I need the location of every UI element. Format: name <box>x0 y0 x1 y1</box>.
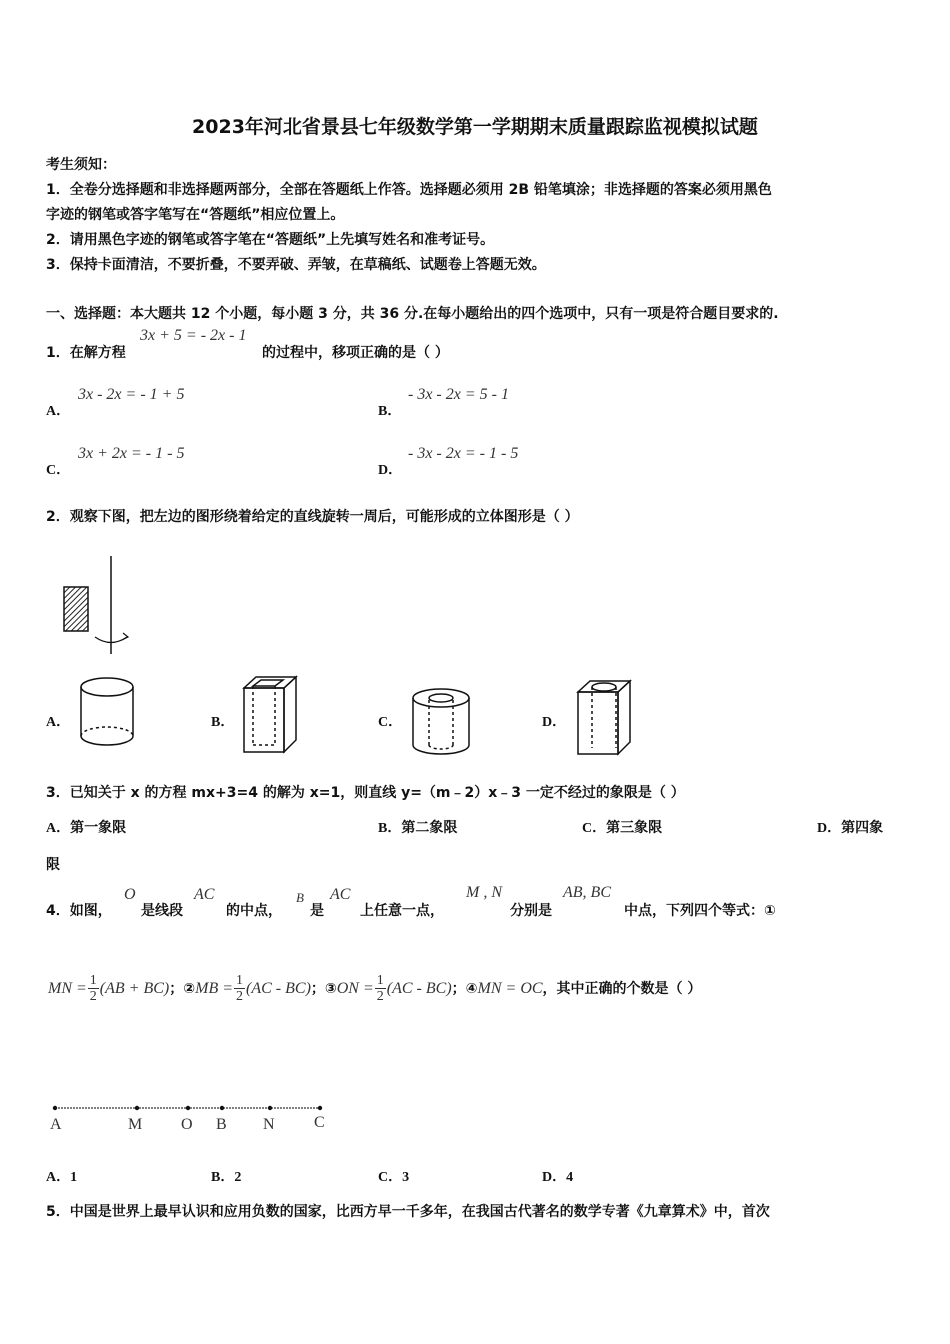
notice-item-2: 2．请用黑色字迹的钢笔或答字笔在“答题纸”上先填写姓名和准考证号。 <box>46 232 495 248</box>
q4-eq1-right: (AB + BC) <box>99 980 170 997</box>
q4-point-o: O <box>124 886 136 903</box>
notice-item-3: 3．保持卡面清洁，不要折叠，不要弄破、弄皱，在草稿纸、试题卷上答题无效。 <box>46 257 546 273</box>
q4-option-d: D．4 <box>542 1170 574 1185</box>
q2-text: 2．观察下图，把左边的图形绕着给定的直线旋转一周后，可能形成的立体图形是（ ） <box>46 509 579 525</box>
q2-source-figure <box>64 556 128 654</box>
q4-label-m: M <box>128 1116 143 1133</box>
q1-option-a-label: A． <box>46 404 71 419</box>
q3-option-c: C．第三象限 <box>582 821 663 836</box>
q3-text: 3．已知关于 x 的方程 mx+3=4 的解为 x=1，则直线 y=（m﹣2）x﹣3 一定不经过的象限是（ ） <box>46 785 685 801</box>
q4-text-6: 分别是 <box>510 903 552 919</box>
q3-option-d-cont: 限 <box>46 858 60 873</box>
q4-sep-3: ；③ <box>310 981 337 997</box>
q4-option-c: C．3 <box>378 1170 410 1185</box>
q4-eq2-right: (AC - BC) <box>246 980 311 997</box>
notice-item-1: 1．全卷分选择题和非选择题两部分，全部在答题纸上作答。选择题必须用 2B 铅笔填涂；非选择题的答案必须用黑色 <box>46 182 772 198</box>
q4-label-o: O <box>181 1116 193 1133</box>
q4-eq1-fraction <box>88 973 99 1004</box>
fraction-numerator: 1 <box>376 973 384 988</box>
notice-heading: 考生须知： <box>46 157 116 173</box>
fraction-denominator: 2 <box>236 989 244 1004</box>
q4-eq3-right: (AC - BC) <box>386 980 452 997</box>
q1-option-d-label: D． <box>378 463 403 478</box>
q4-eq2-left: MB = <box>195 980 234 997</box>
q4-eq3-fraction <box>375 973 386 1004</box>
q2-option-c-label: C． <box>378 715 403 730</box>
q2-option-b-label: B． <box>211 715 235 730</box>
q3-option-b: B．第二象限 <box>378 821 458 836</box>
q4-label-c: C <box>314 1114 325 1131</box>
q4-equations <box>48 973 701 1004</box>
fraction-numerator: 1 <box>89 973 97 988</box>
q4-point-b: B <box>296 890 304 905</box>
q4-label-n: N <box>263 1116 275 1133</box>
q2-option-d-label: D． <box>542 715 567 730</box>
q4-eq3-left: ON = <box>336 980 374 997</box>
q4-intro: 4．如图， <box>46 903 112 919</box>
q4-sep-2: ；② <box>169 981 196 997</box>
q4-label-a: A <box>50 1116 62 1133</box>
q4-segment-ac: AC <box>194 886 215 903</box>
q4-text-3: 的中点， <box>226 903 282 919</box>
q4-segments-ab-bc: AB, BC <box>563 884 611 901</box>
q3-option-a: A．第一象限 <box>46 821 127 836</box>
page-title: 2023年河北省景县七年级数学第一学期期末质量跟踪监视模拟试题 <box>192 116 758 138</box>
q1-option-a: 3x - 2x = - 1 + 5 <box>78 386 185 403</box>
fraction-numerator: 1 <box>236 973 244 988</box>
q4-points-mn: M , N <box>466 884 502 901</box>
q2-option-d-hollow-box <box>578 681 630 754</box>
notice-item-1-cont: 字迹的钢笔或答字笔写在“答题纸”相应位置上。 <box>46 207 345 223</box>
q2-option-c-hollow-cylinder <box>413 689 469 754</box>
fraction-denominator: 2 <box>89 989 97 1004</box>
section-heading: 一、选择题：本大题共 12 个小题，每小题 3 分，共 36 分.在每小题给出的四个选项中，只有一项是符合题目要求的. <box>46 306 779 322</box>
q4-eq1-left: MN = <box>48 980 87 997</box>
q4-text-2: 是线段 <box>141 903 183 919</box>
q4-option-a: A．1 <box>46 1170 78 1185</box>
q4-text-4: 是 <box>310 903 324 919</box>
q1-option-c-label: C． <box>46 463 71 478</box>
q1-option-b: - 3x - 2x = 5 - 1 <box>408 386 509 403</box>
q3-option-d: D．第四象 <box>817 821 884 836</box>
q1-option-c: 3x + 2x = - 1 - 5 <box>78 445 185 462</box>
q4-text-7: 中点，下列四个等式：① <box>624 903 776 919</box>
q4-option-b: B．2 <box>211 1170 242 1185</box>
q4-sep-4: ；④ <box>451 981 478 997</box>
q4-label-b: B <box>216 1116 227 1133</box>
q2-option-a-cylinder <box>81 678 133 745</box>
q2-option-a-label: A． <box>46 715 71 730</box>
q4-text-5: 上任意一点， <box>360 903 444 919</box>
q2-option-b-hollow-box <box>244 677 296 752</box>
q1-suffix: 的过程中，移项正确的是（ ） <box>262 345 449 361</box>
q5-text: 5．中国是世界上最早认识和应用负数的国家，比西方早一千多年，在我国古代著名的数学专著《九章算术》中，首次 <box>46 1204 770 1220</box>
q4-eq2-fraction <box>234 973 245 1004</box>
q4-segment-ac-2: AC <box>330 886 351 903</box>
q1-option-b-label: B． <box>378 404 402 419</box>
fraction-denominator: 2 <box>376 989 384 1004</box>
q4-segment-figure <box>53 1106 322 1110</box>
q4-tail: ，其中正确的个数是（ ） <box>542 981 702 997</box>
q1-equation: 3x + 5 = - 2x - 1 <box>140 327 247 344</box>
q4-eq4: MN = OC <box>477 980 543 997</box>
q1-prefix: 1．在解方程 <box>46 345 126 361</box>
q1-option-d: - 3x - 2x = - 1 - 5 <box>408 445 519 462</box>
